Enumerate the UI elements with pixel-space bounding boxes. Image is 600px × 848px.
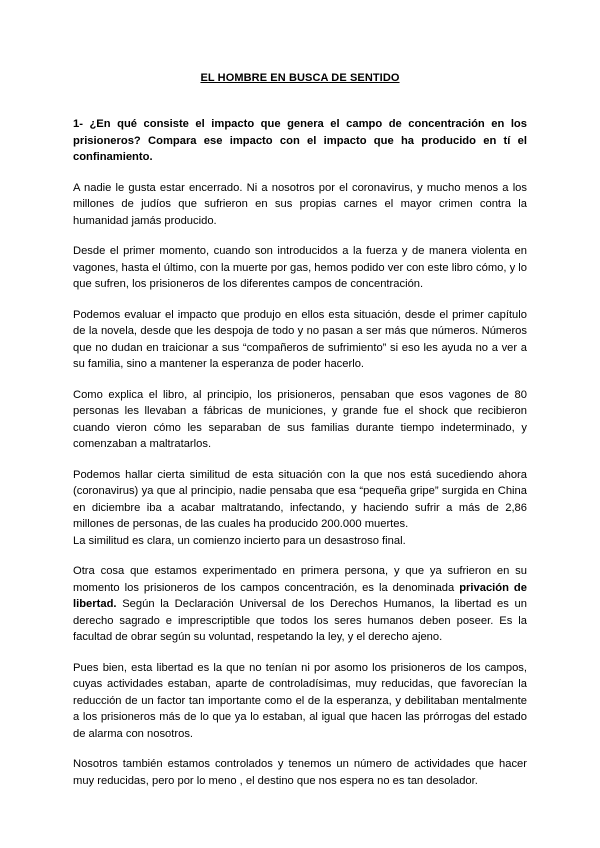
paragraph: Pues bien, esta libertad es la que no tenían ni por asomo los prisioneros de los campos, cuyas actividades estaban, aparte de controladísimas, muy reducidas, que favorecían la reducción de un factor tan importante como el de la esperanza, y debilitaban mentalmente a los prisioneros más de lo que ya lo estaban, al igual que hacen las prórrogas del estado de alarma con nosotros.: [73, 661, 527, 740]
emphasis-text: privación de libertad.: [73, 581, 527, 610]
paragraph: Como explica el libro, al principio, los prisioneros, pensaban que esos vagones de 80 personas les llevaban a fábricas de municiones, y grande fue el shock que recibieron cuando vieron cómo les separaban de sus familias durante tiempo indeterminado, y comenzaban a maltratarlos.: [73, 388, 527, 450]
document-body: [73, 116, 527, 803]
question-heading: 1- ¿En qué consiste el impacto que genera el campo de concentración en los prisioneros? Compara ese impacto con el impacto que ha producido en tí el confinamiento.: [73, 118, 527, 163]
paragraph: Nosotros también estamos controlados y tenemos un número de actividades que hacer muy reducidas, pero por lo meno , el destino que nos espera no es tan desolador.: [73, 758, 527, 787]
paragraph: Podemos evaluar el impacto que produjo en ellos esta situación, desde el primer capítulo de la novela, desde que les despoja de todo y no pasan a ser más que números. Números que no dudan en traicionar a sus “compañeros de sufrimiento” si eso les ayuda no a ver a su familia, sino a mantener la esperanza de poder hacerlo.: [73, 308, 527, 370]
document-title: EL HOMBRE EN BUSCA DE SENTIDO: [200, 72, 400, 84]
paragraph-text: Otra cosa que estamos experimentado en primera persona, y que ya sufrieron en su momento los prisioneros de los campos concentración, es la denominada: [73, 565, 527, 594]
paragraph: La similitud es clara, un comienzo incierto para un desastroso final.: [73, 534, 406, 547]
paragraph-text: Según la Declaración Universal de los Derechos Humanos, la libertad es un derecho sagrado e imprescriptible que todos los seres humanos deben poseer. Es la facultad de obrar según su voluntad, respetando la ley, y el derecho ajeno.: [73, 598, 527, 643]
paragraph-liberty: [73, 563, 527, 646]
paragraph: Desde el primer momento, cuando son introducidos a la fuerza y de manera violenta en vagones, hasta el último, con la muerte por gas, hemos podido ver con este libro cómo, y lo que sufren, los prisioneros de los diferentes campos de concentración.: [73, 245, 527, 290]
paragraph: Podemos hallar cierta similitud de esta situación con la que nos está sucediendo ahora (coronavirus) ya que al principio, nadie pensaba que esa “pequeña gripe” surgida en China en diciembre iba a acabar maltratando, infectando, y haciendo sufrir a más de 2,86 millones de personas, de las cuales ha producido 200.000 muertes.: [73, 468, 527, 530]
paragraph: A nadie le gusta estar encerrado. Ni a nosotros por el coronavirus, y mucho menos a los millones de judíos que sufrieron en sus propias carnes el mayor crimen contra la humanidad jamás producido.: [73, 181, 527, 227]
